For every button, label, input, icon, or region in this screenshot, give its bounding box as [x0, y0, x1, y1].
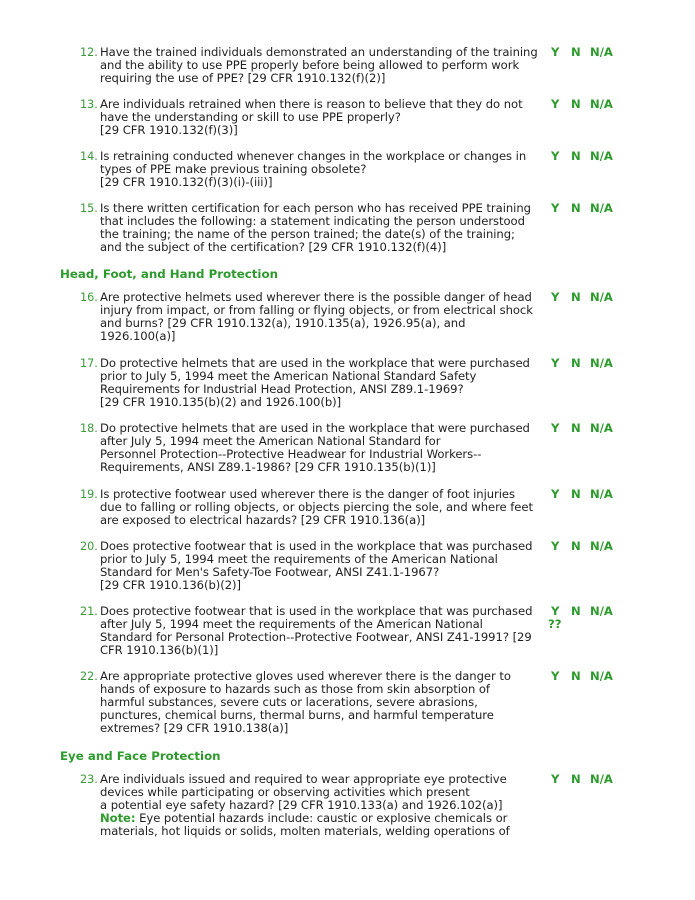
note-line: materials, hot liquids or solids, molten materials, welding operations of: [100, 824, 510, 839]
section-heading: Head, Foot, and Hand Protection: [60, 267, 278, 281]
item-question: [100, 773, 540, 838]
question-line: punctures, chemical burns, thermal burns, and harmful temperature: [100, 708, 494, 723]
answer-options: [551, 773, 613, 786]
answer-na[interactable]: N/A: [590, 290, 613, 304]
item-number: 22.: [80, 670, 98, 683]
answer-na[interactable]: N/A: [590, 604, 613, 618]
answer-no[interactable]: N: [571, 539, 581, 553]
item-question: [100, 488, 540, 527]
question-line: Requirements for Industrial Head Protection, ANSI Z89.1-1969?: [100, 382, 464, 397]
answer-yes[interactable]: Y: [551, 149, 560, 163]
question-line: Does protective footwear that is used in the workplace that was purchased: [100, 604, 533, 618]
question-line: Is retraining conducted whenever changes in the workplace or changes in: [100, 149, 527, 163]
item-number: 15.: [80, 202, 98, 215]
answer-yes[interactable]: Y: [551, 669, 560, 683]
answer-yes[interactable]: Y: [551, 539, 560, 553]
item-number: 14.: [80, 150, 98, 163]
question-line: after July 5, 1994 meet the requirements of the American National: [100, 617, 483, 632]
answer-no[interactable]: N: [571, 604, 581, 618]
answer-yes[interactable]: Y: [551, 487, 560, 501]
question-line: Are individuals issued and required to wear appropriate eye protective: [100, 772, 507, 786]
answer-yes[interactable]: Y: [551, 97, 560, 111]
question-line: and burns? [29 CFR 1910.132(a), 1910.135(a), 1926.95(a), and: [100, 316, 466, 331]
question-line: and the ability to use PPE properly before being allowed to perform work: [100, 58, 520, 73]
question-line: the training; the name of the person trained; the date(s) of the training;: [100, 227, 515, 242]
question-line: [29 CFR 1910.132(f)(3)]: [100, 123, 238, 138]
question-line: after July 5, 1994 meet the American National Standard for: [100, 434, 441, 449]
answer-yes[interactable]: Y: [551, 356, 560, 370]
question-line: requiring the use of PPE? [29 CFR 1910.132(f)(2)]: [100, 71, 386, 86]
answer-options: [551, 98, 613, 111]
question-line: due to falling or rolling objects, or objects piercing the sole, and where feet: [100, 500, 533, 515]
item-question: [100, 202, 540, 254]
answer-na[interactable]: N/A: [590, 149, 613, 163]
item-number: 16.: [80, 291, 98, 304]
question-line: Is there written certification for each person who has received PPE training: [100, 201, 531, 215]
question-line: Requirements, ANSI Z89.1-1986? [29 CFR 1910.135(b)(1)]: [100, 460, 436, 475]
answer-yes[interactable]: Y: [551, 772, 560, 786]
question-line: have the understanding or skill to use PPE properly?: [100, 110, 401, 125]
question-line: devices while participating or observing activities which present: [100, 785, 470, 800]
answer-no[interactable]: N: [571, 45, 581, 59]
item-number: 20.: [80, 540, 98, 553]
answer-na[interactable]: N/A: [590, 356, 613, 370]
question-line: types of PPE make previous training obsolete?: [100, 162, 367, 177]
answer-options: [551, 670, 613, 683]
question-line: Are protective helmets used wherever there is the possible danger of head: [100, 290, 532, 304]
item-number: 17.: [80, 357, 98, 370]
answer-no[interactable]: N: [571, 356, 581, 370]
answer-no[interactable]: N: [571, 290, 581, 304]
answer-na[interactable]: N/A: [590, 45, 613, 59]
item-question: [100, 291, 540, 343]
question-line: Is protective footwear used wherever there is the danger of foot injuries: [100, 487, 515, 501]
item-question: [100, 357, 540, 409]
question-line: CFR 1910.136(b)(1)]: [100, 643, 219, 658]
item-question: [100, 150, 540, 189]
answer-options: [551, 291, 613, 304]
note-text: Eye potential hazards include: caustic or explosive chemicals or: [135, 811, 508, 826]
item-question: [100, 605, 540, 657]
answer-options: [551, 46, 613, 59]
question-line: [29 CFR 1910.136(b)(2)]: [100, 578, 241, 593]
item-question: [100, 540, 540, 592]
item-number: 21.: [80, 605, 98, 618]
answer-yes[interactable]: Y: [551, 290, 560, 304]
answer-na[interactable]: N/A: [590, 669, 613, 683]
answer-no[interactable]: N: [571, 97, 581, 111]
answer-options: [551, 422, 613, 435]
question-line: a potential eye safety hazard? [29 CFR 1910.133(a) and 1926.102(a)]: [100, 798, 503, 813]
answer-options: [551, 357, 613, 370]
question-line: Do protective helmets that are used in the workplace that were purchased: [100, 421, 530, 435]
item-number: 12.: [80, 46, 98, 59]
item-question: [100, 422, 540, 474]
answer-na[interactable]: N/A: [590, 201, 613, 215]
answer-no[interactable]: N: [571, 772, 581, 786]
question-line: [29 CFR 1910.132(f)(3)(i)-(iii)]: [100, 175, 273, 190]
answer-na[interactable]: N/A: [590, 421, 613, 435]
question-line: 1926.100(a)]: [100, 329, 176, 344]
item-question: [100, 98, 540, 137]
question-line: Are appropriate protective gloves used wherever there is the danger to: [100, 669, 511, 683]
question-line: Does protective footwear that is used in the workplace that was purchased: [100, 539, 533, 553]
item-question: [100, 46, 540, 85]
answer-na[interactable]: N/A: [590, 539, 613, 553]
answer-no[interactable]: N: [571, 487, 581, 501]
note-label: Note:: [100, 811, 136, 826]
section-heading: Eye and Face Protection: [60, 749, 221, 763]
unknown-mark: ??: [548, 617, 562, 632]
question-line: hands of exposure to hazards such as those from skin absorption of: [100, 682, 490, 697]
question-line: Standard for Men's Safety-Toe Footwear, ANSI Z41.1-1967?: [100, 565, 440, 580]
item-number: 18.: [80, 422, 98, 435]
answer-yes[interactable]: Y: [551, 421, 560, 435]
question-line: harmful substances, severe cuts or lacerations, severe abrasions,: [100, 695, 478, 710]
answer-options: [551, 202, 613, 215]
question-line: prior to July 5, 1994 meet the American National Standard Safety: [100, 369, 477, 384]
answer-yes[interactable]: Y: [551, 45, 560, 59]
answer-options: [551, 150, 613, 163]
answer-yes[interactable]: Y: [551, 604, 560, 618]
question-line: Do protective helmets that are used in the workplace that were purchased: [100, 356, 530, 370]
answer-no[interactable]: N: [571, 421, 581, 435]
question-line: Have the trained individuals demonstrated an understanding of the training: [100, 45, 538, 59]
answer-yes[interactable]: Y: [551, 201, 560, 215]
question-line: are exposed to electrical hazards? [29 CFR 1910.136(a)]: [100, 513, 426, 528]
item-number: 19.: [80, 488, 98, 501]
answer-options: [551, 488, 613, 501]
answer-no[interactable]: N: [571, 149, 581, 163]
question-line: prior to July 5, 1994 meet the requirements of the American National: [100, 552, 498, 567]
item-number: 13.: [80, 98, 98, 111]
answer-no[interactable]: N: [571, 201, 581, 215]
question-line: injury from impact, or from falling or flying objects, or from electrical shock: [100, 303, 533, 318]
item-question: [100, 670, 540, 735]
question-line: Are individuals retrained when there is reason to believe that they do not: [100, 97, 523, 111]
answer-options: [548, 604, 613, 632]
answer-options: [551, 540, 613, 553]
question-line: and the subject of the certification? [29 CFR 1910.132(f)(4)]: [100, 240, 447, 255]
answer-na[interactable]: N/A: [590, 487, 613, 501]
question-line: extremes? [29 CFR 1910.138(a)]: [100, 721, 289, 736]
question-line: Personnel Protection--Protective Headwear for Industrial Workers--: [100, 447, 482, 462]
answer-no[interactable]: N: [571, 669, 581, 683]
item-number: 23.: [80, 773, 98, 786]
question-line: [29 CFR 1910.135(b)(2) and 1926.100(b)]: [100, 395, 342, 410]
answer-na[interactable]: N/A: [590, 772, 613, 786]
question-line: that includes the following: a statement indicating the person understood: [100, 214, 525, 229]
question-line: Standard for Personal Protection--Protective Footwear, ANSI Z41-1991? [29: [100, 630, 532, 645]
answer-na[interactable]: N/A: [590, 97, 613, 111]
